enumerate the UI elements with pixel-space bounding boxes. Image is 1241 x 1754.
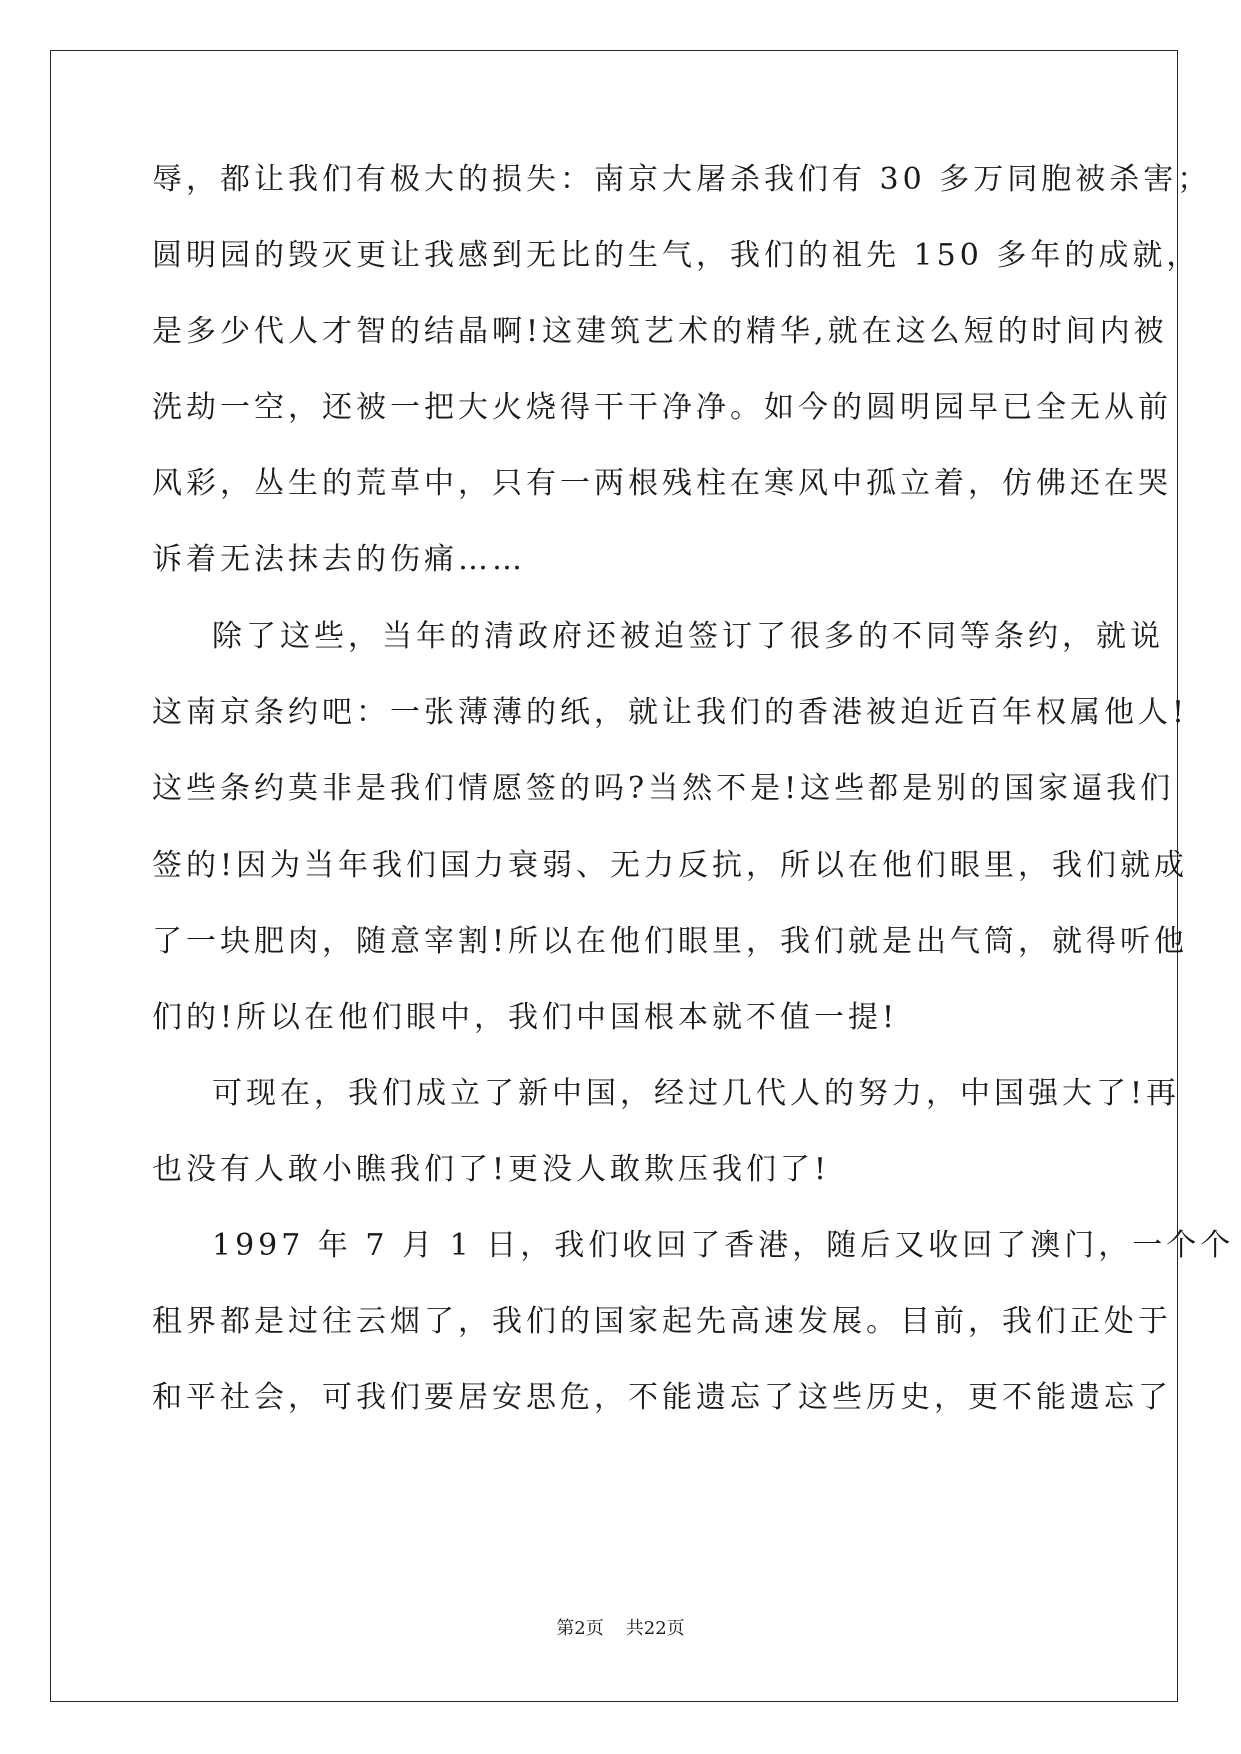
- text-line-11: 了一块肥肉，随意宰割!所以在他们眼里，我们就是出气筒，就得听他: [152, 924, 1189, 959]
- page-footer: [0, 1614, 1241, 1640]
- text-line-4: 洗劫一空，还被一把大火烧得干干净净。如今的圆明园早已全无从前: [152, 390, 1172, 425]
- text-line-8: 这南京条约吧：一张薄薄的纸，就让我们的香港被迫近百年权属他人!: [152, 695, 1189, 730]
- text-line-13: 可现在，我们成立了新中国，经过几代人的努力，中国强大了!再: [212, 1076, 1181, 1111]
- text-line-14: 也没有人敢小瞧我们了!更没人敢欺压我们了!: [152, 1152, 831, 1187]
- text-line-17: 和平社会，可我们要居安思危，不能遗忘了这些历史，更不能遗忘了: [152, 1380, 1172, 1415]
- text-line-10: 签的!因为当年我们国力衰弱、无力反抗，所以在他们眼里，我们就成: [152, 848, 1189, 883]
- text-line-2: 圆明园的毁灭更让我感到无比的生气，我们的祖先 150 多年的成就，: [152, 238, 1201, 273]
- page-number: 第2页: [556, 1618, 604, 1639]
- text-line-1: 辱，都让我们有极大的损失：南京大屠杀我们有 30 多万同胞被杀害；: [152, 162, 1212, 197]
- text-line-12: 们的!所以在他们眼中，我们中国根本就不值一提!: [152, 1000, 899, 1035]
- text-line-7: 除了这些，当年的清政府还被迫签订了很多的不同等条约，就说: [212, 619, 1164, 654]
- text-line-16: 租界都是过往云烟了，我们的国家起先高速发展。目前，我们正处于: [152, 1304, 1172, 1339]
- page-total: 共22页: [625, 1618, 685, 1639]
- text-line-3: 是多少代人才智的结晶啊!这建筑艺术的精华,就在这么短的时间内被: [152, 314, 1168, 349]
- text-line-5: 风彩，丛生的荒草中，只有一两根残柱在寒风中孤立着，仿佛还在哭: [152, 466, 1172, 501]
- text-line-9: 这些条约莫非是我们情愿签的吗?当然不是!这些都是别的国家逼我们: [152, 771, 1175, 806]
- text-line-15: 1997 年 7 月 1 日，我们收回了香港，随后又收回了澳门，一个个: [212, 1228, 1235, 1263]
- text-line-6: 诉着无法抹去的伤痛……: [152, 542, 526, 577]
